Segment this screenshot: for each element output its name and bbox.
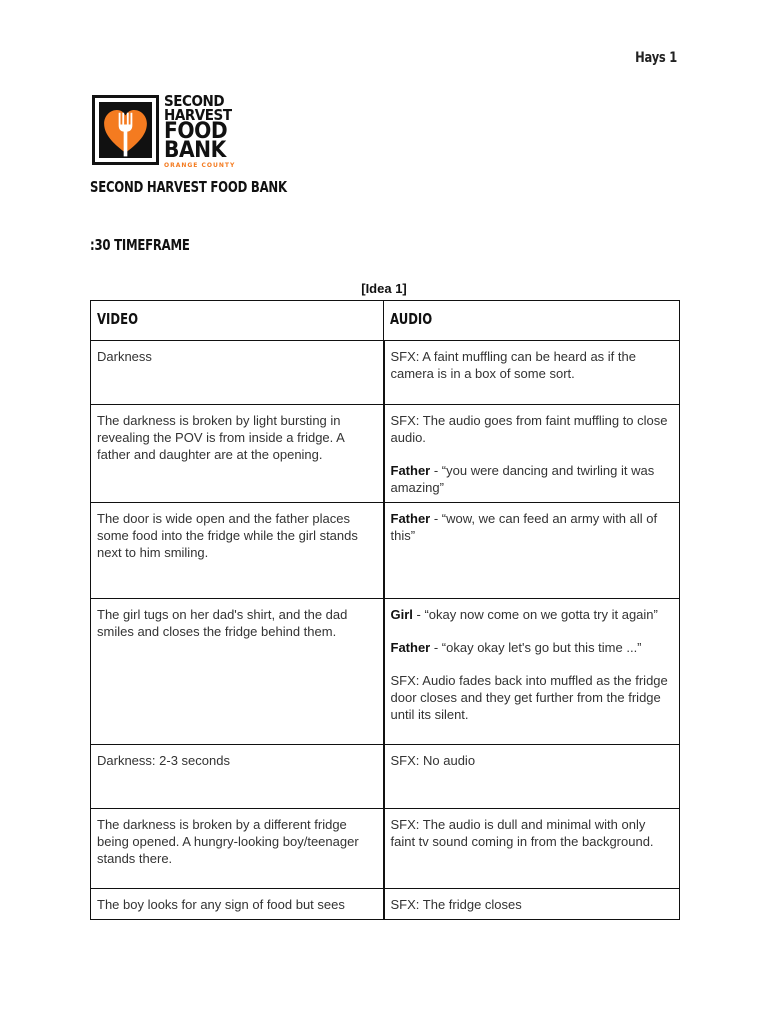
table-row bbox=[91, 809, 680, 889]
second-harvest-logo bbox=[92, 92, 242, 169]
table-row bbox=[91, 341, 680, 405]
audio-line bbox=[391, 639, 674, 656]
audio-cell bbox=[384, 503, 680, 599]
audio-text: SFX: The fridge closes bbox=[390, 897, 522, 912]
audio-text: SFX: No audio bbox=[390, 753, 476, 768]
logo-wordmark: SECOND HARVEST FOOD BANK ORANGE COUNTY bbox=[164, 92, 236, 169]
audio-line bbox=[391, 510, 674, 544]
video-cell: The darkness is broken by light bursting in revealing the POV is from inside a fridge. A father and daughter are at the opening. bbox=[91, 405, 384, 503]
audio-text: SFX: The audio goes from faint muffling to close audio. bbox=[390, 413, 668, 445]
audio-cell bbox=[384, 745, 680, 809]
audio-cell bbox=[384, 889, 680, 920]
audio-text: - “okay okay let's go but this time ...” bbox=[430, 640, 642, 655]
logo-mark bbox=[92, 95, 159, 165]
table-header-row bbox=[91, 301, 680, 341]
audio-cell bbox=[384, 809, 680, 889]
page-header: Hays 1 bbox=[635, 50, 677, 66]
audio-cell bbox=[384, 341, 680, 405]
audio-text: SFX: A faint muffling can be heard as if the camera is in a box of some sort. bbox=[390, 349, 636, 381]
table-row bbox=[91, 889, 680, 920]
audio-line bbox=[391, 752, 674, 769]
table-row bbox=[91, 745, 680, 809]
video-cell: The boy looks for any sign of food but sees bbox=[91, 889, 384, 920]
audio-text: SFX: Audio fades back into muffled as the fridge door closes and they get further from the fridge until its silent. bbox=[390, 673, 668, 722]
audio-text: - “you were dancing and twirling it was amazing” bbox=[390, 463, 655, 495]
audio-text: SFX: The audio is dull and minimal with only faint tv sound coming in from the background. bbox=[390, 817, 654, 849]
speaker-name: Father bbox=[390, 511, 431, 526]
heart-fork-icon bbox=[95, 98, 156, 162]
audio-line bbox=[391, 816, 674, 850]
video-cell: The door is wide open and the father places some food into the fridge while the girl stands next to him smiling. bbox=[91, 503, 384, 599]
audio-text: - “wow, we can feed an army with all of this” bbox=[390, 511, 658, 543]
video-cell: The darkness is broken by a different fridge being opened. A hungry-looking boy/teenager stands there. bbox=[91, 809, 384, 889]
org-heading: SECOND HARVEST FOOD BANK bbox=[90, 178, 287, 196]
video-cell: Darkness: 2-3 seconds bbox=[91, 745, 384, 809]
timeframe-heading: :30 TIMEFRAME bbox=[90, 236, 190, 254]
table-row bbox=[91, 503, 680, 599]
audio-line bbox=[391, 412, 674, 446]
script-table bbox=[90, 300, 680, 920]
table-row bbox=[91, 405, 680, 503]
speaker-name: Girl bbox=[390, 607, 413, 622]
audio-line bbox=[391, 348, 674, 382]
video-column-header: VIDEO bbox=[91, 301, 384, 341]
audio-line bbox=[391, 896, 674, 913]
audio-cell bbox=[384, 599, 680, 745]
audio-line bbox=[391, 672, 674, 723]
audio-column-header: AUDIO bbox=[384, 301, 680, 341]
speaker-name: Father bbox=[390, 640, 431, 655]
video-cell: The girl tugs on her dad's shirt, and the dad smiles and closes the fridge behind them. bbox=[91, 599, 384, 745]
script-body bbox=[91, 341, 680, 920]
table-row bbox=[91, 599, 680, 745]
idea-caption: [Idea 1] bbox=[361, 281, 407, 296]
video-cell: Darkness bbox=[91, 341, 384, 405]
audio-cell bbox=[384, 405, 680, 503]
audio-line bbox=[391, 606, 674, 623]
audio-text: - “okay now come on we gotta try it again” bbox=[412, 607, 658, 622]
speaker-name: Father bbox=[390, 463, 431, 478]
audio-line bbox=[391, 462, 674, 496]
